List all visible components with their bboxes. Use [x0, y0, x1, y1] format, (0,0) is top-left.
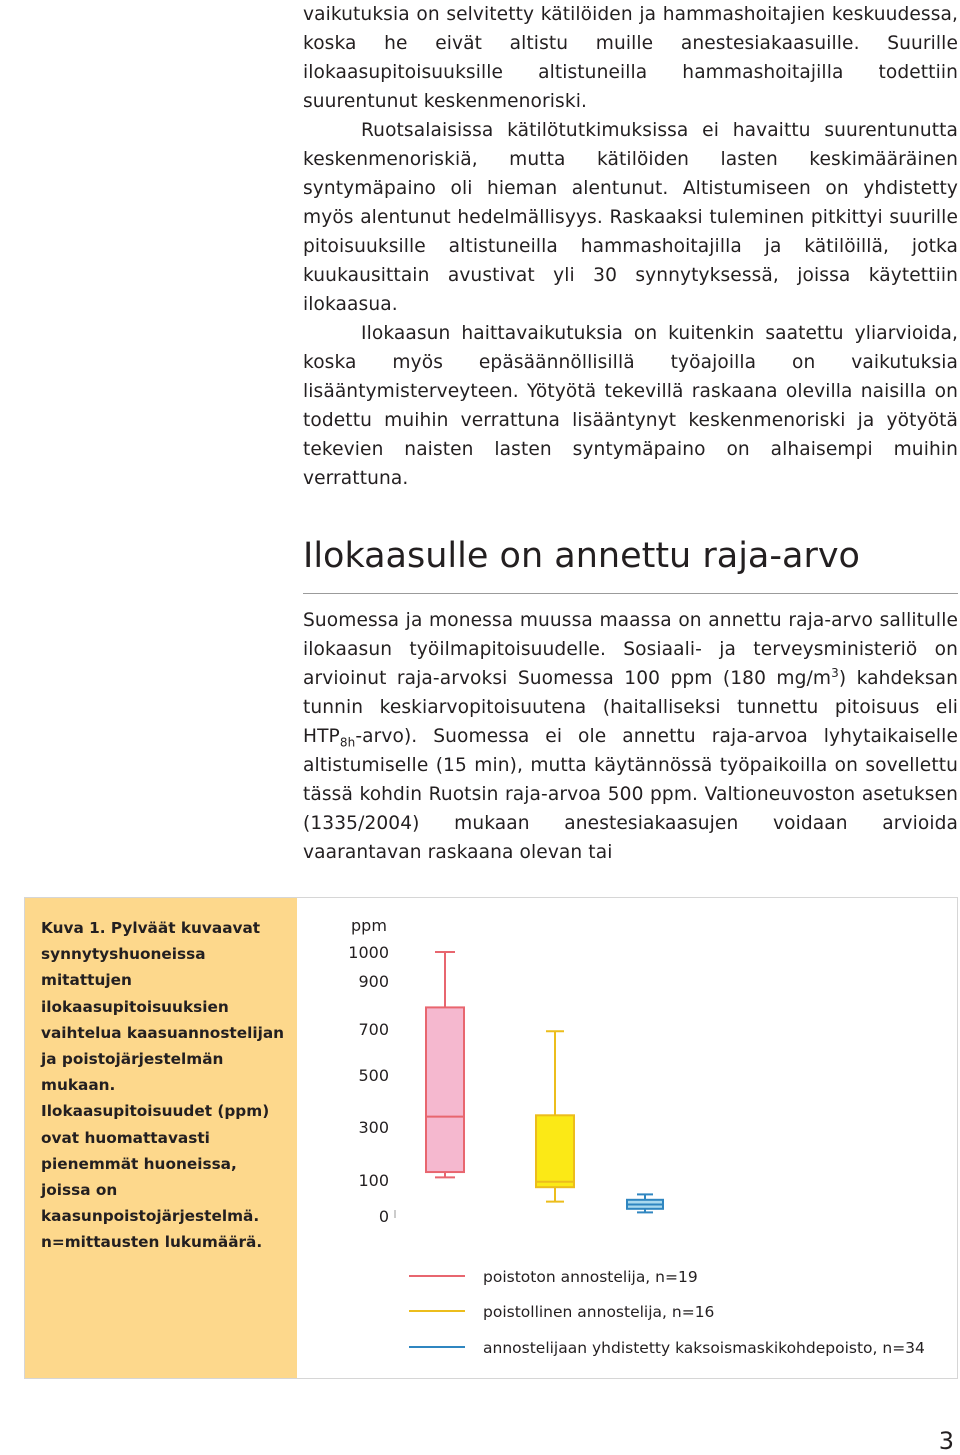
y-axis-unit-label: ppm	[351, 916, 387, 935]
paragraph-part: -arvo). Suomessa ei ole annettu raja-arvoa lyhytaikaiselle altistumiselle (15 min), mutta käytännössä työpaikoilla on sovellettu tässä kohdin Ruotsin raja-arvoa 500 ppm. Valtioneuvoston asetuksen (1335/2004) mukaan anestesiakaasujen voidaan arvioida vaarantavan raskaana olevan tai	[303, 726, 958, 863]
paragraph	[303, 606, 958, 867]
box-body	[426, 1007, 464, 1172]
y-tick-label: 0	[378, 1207, 389, 1226]
figure	[24, 897, 958, 1379]
paragraph: vaikutuksia on selvitetty kätilöiden ja hammashoitajien keskuudessa, koska he eivät altistu muille anestesiakaasuille. Suurille ilokaasupitoisuuksille altistuneilla hammashoitajilla todettiin suurentunut keskenmenoriski.	[303, 4, 958, 112]
legend-label: poistoton annostelija, n=19	[483, 1268, 698, 1286]
paragraph: Ilokaasun haittavaikutuksia on kuitenkin saatettu yliarvioida, koska myös epäsäännöllisillä työajoilla on vaikutuksia lisääntymisterveyteen. Yötyötä tekevillä raskaana olevilla naisilla on todettu muihin verrattuna lisääntynyt keskenmenoriski ja yötyötä tekevien naisten lasten syntymäpaino on alhaisempi muihin verrattuna.	[303, 323, 958, 489]
subscript: 8h	[339, 735, 356, 750]
y-tick-label: 100	[358, 1171, 389, 1190]
heading-rule	[303, 593, 958, 594]
box-plot-chart	[297, 898, 957, 1378]
y-tick-label: 900	[358, 972, 389, 991]
body-text-top	[303, 0, 958, 493]
figure-caption: Kuva 1. Pylväät kuvaavat synnytyshuoneissa mitattujen ilokaasupitoisuuksien vaihtelua kaasuannostelijan ja poistojärjestelmän mukaan. Ilokaasupitoisuudet (ppm) ovat huomattavasti pienemmät huoneissa, joissa on kaasunpoistojärjestelmä. n=mittausten lukumäärä.	[41, 919, 285, 1252]
legend-label: annostelijaan yhdistetty kaksoismaskikohdepoisto, n=34	[483, 1339, 925, 1357]
paragraph: Ruotsalaisissa kätilötutkimuksissa ei havaittu suurentunutta keskenmenoriskiä, mutta kätilöiden lasten keskimääräinen syntymäpaino oli hieman alentunut. Altistumiseen on yhdistetty myös alentunut hedelmällisyys. Raskaaksi tuleminen pitkittyi suurille pitoisuuksille altistuneilla hammashoitajilla ja kätilöillä, jotka kuukausittain avustivat yli 30 synnytyksessä, joissa käytettiin ilokaasua.	[303, 120, 958, 315]
box-body	[536, 1115, 574, 1187]
y-tick-label: 700	[358, 1020, 389, 1039]
y-tick-label: 300	[358, 1118, 389, 1137]
figure-caption-box	[25, 898, 297, 1378]
legend-label: poistollinen annostelija, n=16	[483, 1303, 715, 1321]
page-number: 3	[938, 1427, 954, 1455]
body-text-bottom	[303, 606, 958, 867]
superscript: 3	[831, 665, 839, 680]
section-heading: Ilokaasulle on annettu raja-arvo	[303, 536, 860, 576]
y-tick-label: 500	[358, 1066, 389, 1085]
paragraph-part: Suomessa ja monessa muussa maassa on annettu raja-arvo sallitulle ilokaasun työilmapitoisuudelle. Sosiaali- ja terveysministeriö on arvioinut raja-arvoksi Suomessa 100 ppm (180 mg/m	[303, 610, 958, 689]
y-tick-label: 1000	[348, 943, 389, 962]
paragraph-part: ) kahdeksan tunnin keskiarvopitoisuutena (haitalliseksi tunnettu pitoisuus eli HTP	[303, 668, 958, 747]
